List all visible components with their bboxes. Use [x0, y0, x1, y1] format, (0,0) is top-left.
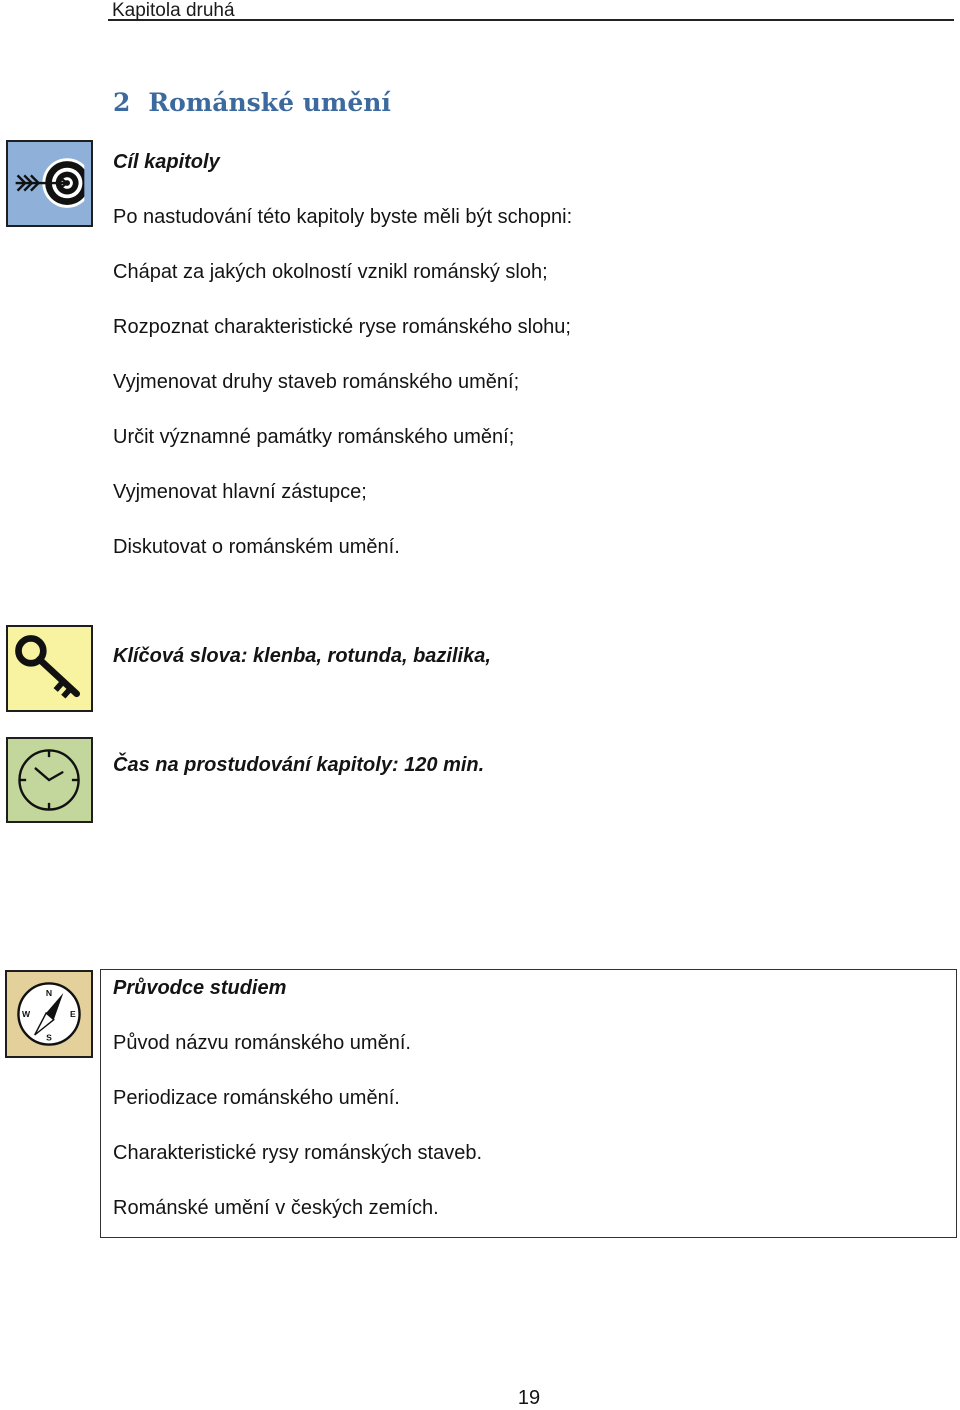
clock-icon	[6, 737, 93, 823]
target-icon	[6, 140, 93, 227]
compass-label-e: E	[69, 1008, 76, 1019]
goal-item: Rozpoznat charakteristické ryse románského slohu;	[113, 316, 571, 338]
header-divider	[108, 19, 954, 21]
chapter-number: 2	[113, 88, 131, 117]
goals-heading: Cíl kapitoly	[113, 151, 220, 173]
study-time-text: Čas na prostudování kapitoly: 120 min.	[113, 754, 485, 776]
goal-item: Vyjmenovat hlavní zástupce;	[113, 481, 367, 503]
study-guide-item: Původ názvu románského umění.	[113, 1032, 411, 1054]
goals-intro: Po nastudování této kapitoly byste měli být schopni:	[113, 206, 573, 228]
keywords-text: Klíčová slova: klenba, rotunda, bazilika,	[113, 645, 491, 667]
study-guide-item: Periodizace románského umění.	[113, 1087, 400, 1109]
goal-item: Určit významné památky románského umění;	[113, 426, 515, 448]
compass-label-s: S	[46, 1032, 52, 1043]
goal-item: Vyjmenovat druhy staveb románského umění;	[113, 371, 520, 393]
page-number: 19	[517, 1387, 541, 1409]
chapter-heading	[113, 86, 391, 120]
study-guide-heading: Průvodce studiem	[113, 977, 287, 999]
key-icon	[6, 625, 93, 712]
chapter-title: Románské umění	[148, 88, 391, 117]
study-guide-item: Charakteristické rysy románských staveb.	[113, 1142, 483, 1164]
goal-item: Diskutovat o románském umění.	[113, 536, 400, 558]
compass-label-w: W	[22, 1008, 31, 1019]
compass-label-n: N	[45, 987, 53, 998]
compass-icon	[5, 970, 93, 1058]
running-header: Kapitola druhá	[112, 0, 235, 21]
study-guide-item: Románské umění v českých zemích.	[113, 1197, 439, 1219]
goal-item: Chápat za jakých okolností vznikl románský sloh;	[113, 261, 548, 283]
